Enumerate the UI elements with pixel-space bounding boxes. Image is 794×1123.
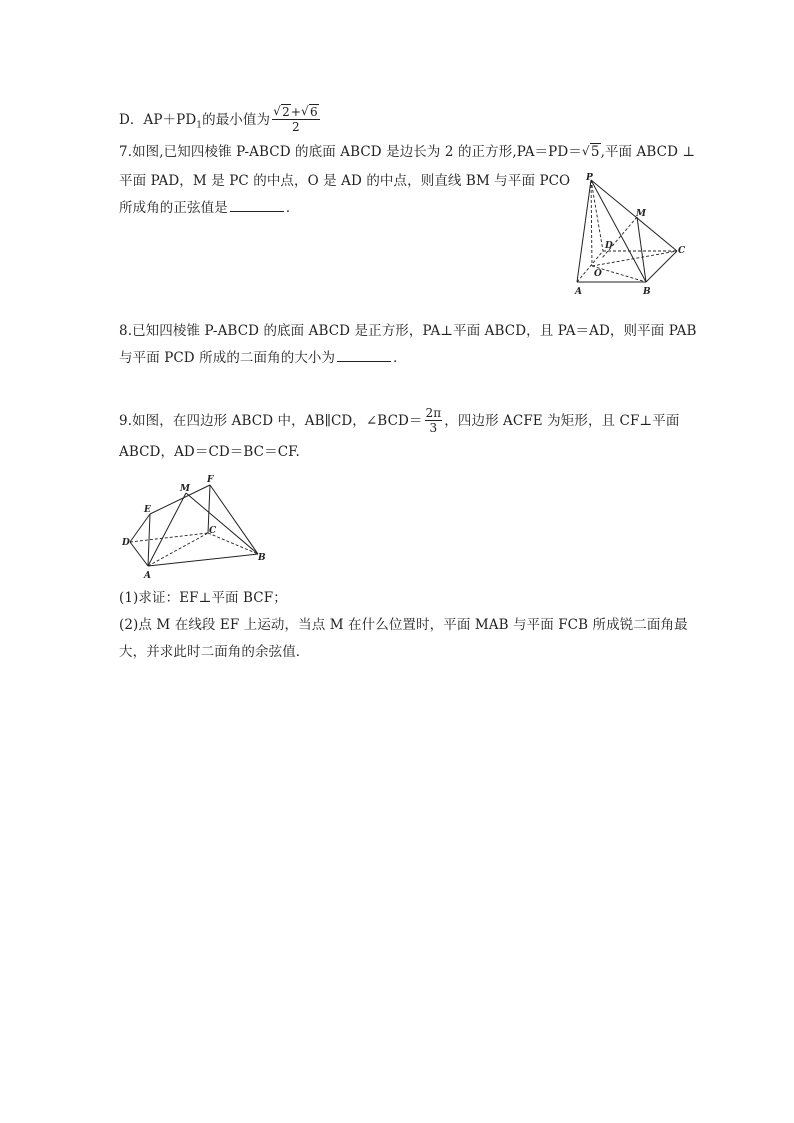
fraction-2pi-3 bbox=[425, 406, 443, 435]
option-d-text-mid: 的最小值为 bbox=[202, 112, 271, 128]
label-m: M bbox=[180, 484, 190, 494]
q8-line2 bbox=[119, 349, 407, 367]
q8-text: ． bbox=[393, 350, 407, 366]
fraction-den: 2 bbox=[292, 120, 300, 134]
answer-blank[interactable] bbox=[337, 349, 391, 362]
q7-line1 bbox=[119, 143, 695, 161]
label-a: A bbox=[575, 287, 582, 297]
plus: + bbox=[290, 105, 301, 119]
label-f: F bbox=[207, 475, 214, 485]
subscript: 1 bbox=[196, 120, 203, 131]
label-b: B bbox=[258, 553, 266, 563]
q9-text: 9.如图，在四边形 ABCD 中，AB∥CD，∠BCD＝ bbox=[119, 413, 423, 429]
sqrt-arg: 6 bbox=[310, 105, 318, 119]
label-m: M bbox=[636, 209, 646, 219]
label-b: B bbox=[643, 287, 651, 297]
sqrt-arg: 2 bbox=[282, 105, 290, 119]
q8-line1: 8.已知四棱锥 P-ABCD 的底面 ABCD 是正方形，PA⊥平面 ABCD，且 PA＝AD，则平面 PAB bbox=[119, 323, 697, 339]
q7-text: 7.如图,已知四棱锥 P-ABCD 的底面 ABCD 是边长为 2 的正方形,PA＝PD＝ bbox=[119, 144, 582, 160]
q9-part2-line2: 大，并求此时二面角的余弦值． bbox=[119, 644, 310, 660]
q9-part1: (1)求证：EF⊥平面 BCF； bbox=[119, 590, 287, 606]
label-e: E bbox=[144, 505, 151, 515]
label-d: D bbox=[605, 241, 613, 251]
q6-option-d bbox=[119, 106, 322, 135]
label-o: O bbox=[594, 269, 602, 279]
q7-text: ． bbox=[285, 200, 300, 216]
label-c: C bbox=[209, 526, 217, 536]
label-c: C bbox=[678, 246, 686, 256]
pyramid-figure-q7 bbox=[570, 170, 690, 300]
fraction-num: 2π bbox=[425, 406, 442, 420]
sqrt-arg: 5 bbox=[590, 144, 600, 160]
solid-figure-q9 bbox=[120, 472, 280, 582]
answer-blank[interactable] bbox=[230, 199, 284, 212]
sqrt: √ 5 bbox=[581, 144, 600, 160]
label-p: P bbox=[586, 173, 593, 183]
q7-text: 所成角的正弦值是 bbox=[119, 200, 228, 216]
q7-text: ,平面 ABCD ⊥ bbox=[600, 144, 696, 160]
label-a: A bbox=[144, 571, 151, 581]
q9-part2-line1: (2)点 M 在线段 EF 上运动，当点 M 在什么位置时，平面 MAB 与平面 FCB 所成锐二面角最 bbox=[119, 617, 688, 633]
fraction: √ 2+ √ 6 2 bbox=[273, 104, 318, 134]
q7-line2: 平面 PAD，M 是 PC 的中点，O 是 AD 的中点，则直线 BM 与平面 PCO bbox=[119, 173, 571, 189]
q8-text: 与平面 PCD 所成的二面角的大小为 bbox=[119, 350, 336, 366]
label-d: D bbox=[122, 538, 130, 548]
fraction-den: 3 bbox=[429, 421, 438, 435]
option-d-text: D．AP＋PD bbox=[119, 112, 197, 128]
q7-line3 bbox=[119, 199, 299, 217]
q9-line2: ABCD，AD＝CD＝BC＝CF. bbox=[119, 444, 300, 460]
q9-text: ，四边形 ACFE 为矩形，且 CF⊥平面 bbox=[444, 413, 680, 429]
q9-line1 bbox=[119, 407, 679, 436]
